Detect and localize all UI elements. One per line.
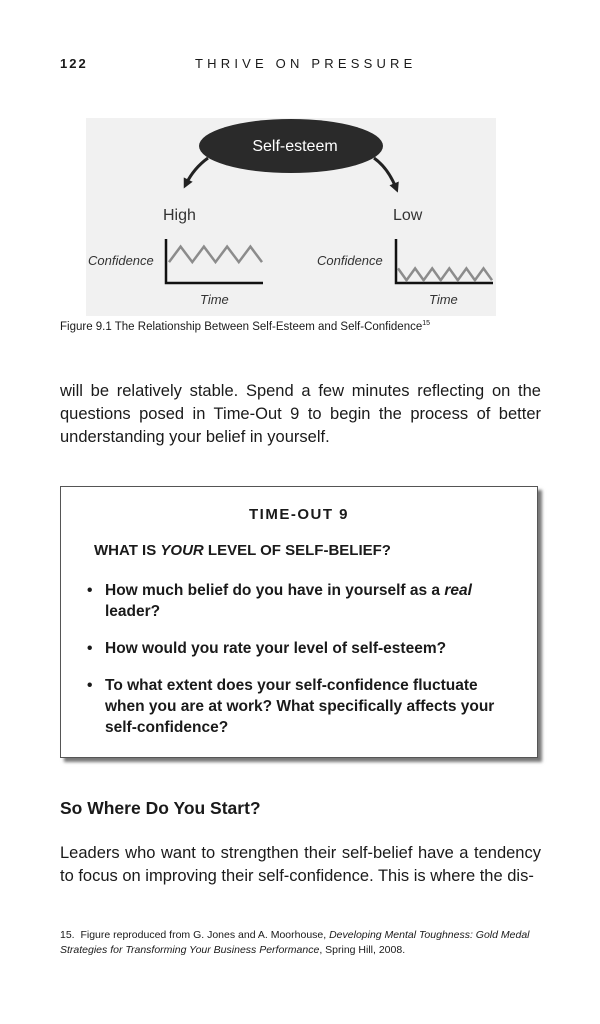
bullet: • (87, 677, 93, 694)
arrow-to-low (374, 158, 396, 188)
question-3-text: To what extent does your self-confidence fluctuate when you are at work? What specifically affects your self-confidence? (105, 677, 495, 736)
arrow-to-high (186, 158, 208, 184)
self-esteem-label: Self-esteem (252, 138, 338, 155)
footnote-15 (60, 928, 542, 958)
timeout-title: TIME-OUT 9 (249, 506, 349, 523)
question-1-start: How much belief do you have in yourself as a (105, 582, 445, 599)
low-zigzag-line (398, 268, 492, 280)
footnote-number: 15. (60, 929, 75, 941)
question-2-text: How would you rate your level of self-esteem? (105, 640, 447, 657)
caption-note-ref: 15 (422, 320, 431, 327)
high-confidence-label: Confidence (88, 253, 154, 268)
body-paragraph-1: will be relatively stable. Spend a few minutes reflecting on the questions posed in Time-Out 9 to begin the process of better understanding your belief in yourself. (60, 382, 541, 446)
figure-caption (60, 320, 540, 333)
footnote-book-title: Developing Mental Toughness: Gold Medal Strategies for Transforming Your Business Performance (60, 929, 530, 956)
high-label: High (163, 207, 196, 224)
timeout-subtitle-end: LEVEL OF SELF-BELIEF? (203, 542, 391, 559)
timeout-subtitle-start: WHAT IS (94, 542, 161, 559)
running-head (60, 56, 540, 74)
self-esteem-diagram (86, 118, 496, 316)
bullet: • (87, 640, 93, 657)
footnote-text-end: , Spring Hill, 2008. (319, 944, 406, 956)
page-number: 122 (60, 56, 88, 71)
low-confidence-label: Confidence (317, 253, 383, 268)
section-heading: So Where Do You Start? (60, 798, 261, 818)
question-1-end: leader? (105, 603, 161, 620)
timeout-question-2 (87, 638, 517, 659)
high-zigzag-line (169, 247, 262, 263)
timeout-subtitle (94, 542, 391, 559)
low-time-label: Time (429, 292, 458, 307)
timeout-questions (87, 580, 517, 754)
timeout-question-3 (87, 675, 517, 738)
book-title: THRIVE ON PRESSURE (195, 56, 417, 71)
timeout-question-1 (87, 580, 517, 622)
footnote-text-start: Figure reproduced from G. Jones and A. Moorhouse, (80, 929, 330, 941)
timeout-subtitle-emphasis: YOUR (160, 542, 204, 559)
caption-text: Figure 9.1 The Relationship Between Self-Esteem and Self-Confidence (60, 321, 423, 333)
body-paragraph-2: Leaders who want to strengthen their self-belief have a tendency to focus on improving their self-confidence. This is where the dis- (60, 844, 541, 885)
low-label: Low (393, 207, 423, 224)
figure-9-1 (86, 118, 496, 316)
bullet: • (87, 582, 93, 599)
high-time-label: Time (200, 292, 229, 307)
timeout-box (60, 486, 538, 758)
question-1-emphasis: real (444, 582, 472, 599)
